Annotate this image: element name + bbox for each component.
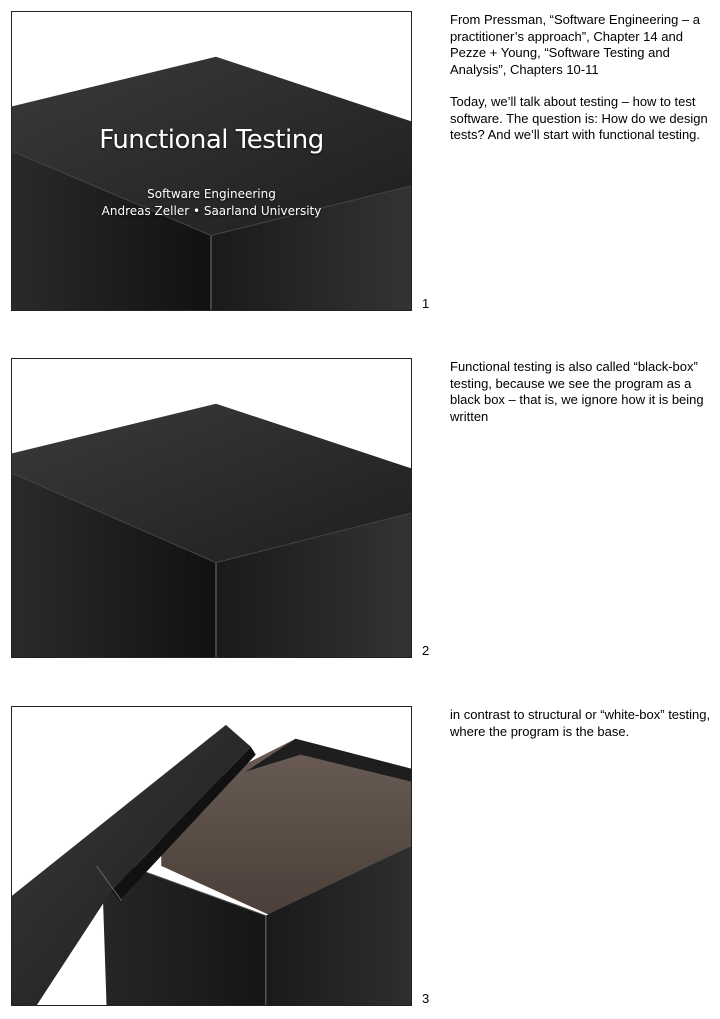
notes-paragraph: in contrast to structural or “white-box” testing, where the program is the base. bbox=[450, 707, 711, 739]
slide-notes bbox=[450, 359, 712, 441]
slide-number: 1 bbox=[422, 296, 430, 311]
slide-1 bbox=[11, 11, 412, 311]
slide-number: 3 bbox=[422, 991, 430, 1006]
slide-subtitle-line-1: Software Engineering bbox=[147, 187, 276, 201]
slide-title: Functional Testing bbox=[99, 125, 324, 155]
slide-number: 2 bbox=[422, 643, 430, 658]
notes-paragraph: Today, we’ll talk about testing – how to test software. The question is: How do we design tests? And we’ll start with functional testing. bbox=[450, 94, 708, 142]
notes-paragraph: Functional testing is also called “black-box” testing, because we see the program as a black box – that is, we ignore how it is being written bbox=[450, 359, 704, 424]
slide-subtitle-line-2: Andreas Zeller • Saarland University bbox=[101, 204, 322, 218]
slide-notes bbox=[450, 12, 712, 160]
open-black-box-image bbox=[12, 707, 411, 1005]
slide-3 bbox=[11, 706, 412, 1006]
closed-black-box-image bbox=[12, 359, 411, 657]
slide-2 bbox=[11, 358, 412, 658]
closed-black-box-image bbox=[12, 12, 411, 310]
notes-paragraph: From Pressman, “Software Engineering – a practitioner’s approach”, Chapter 14 and Pezze + Young, “Software Testing and Analysis”, Chapters 10-11 bbox=[450, 12, 700, 77]
slide-notes bbox=[450, 707, 712, 756]
